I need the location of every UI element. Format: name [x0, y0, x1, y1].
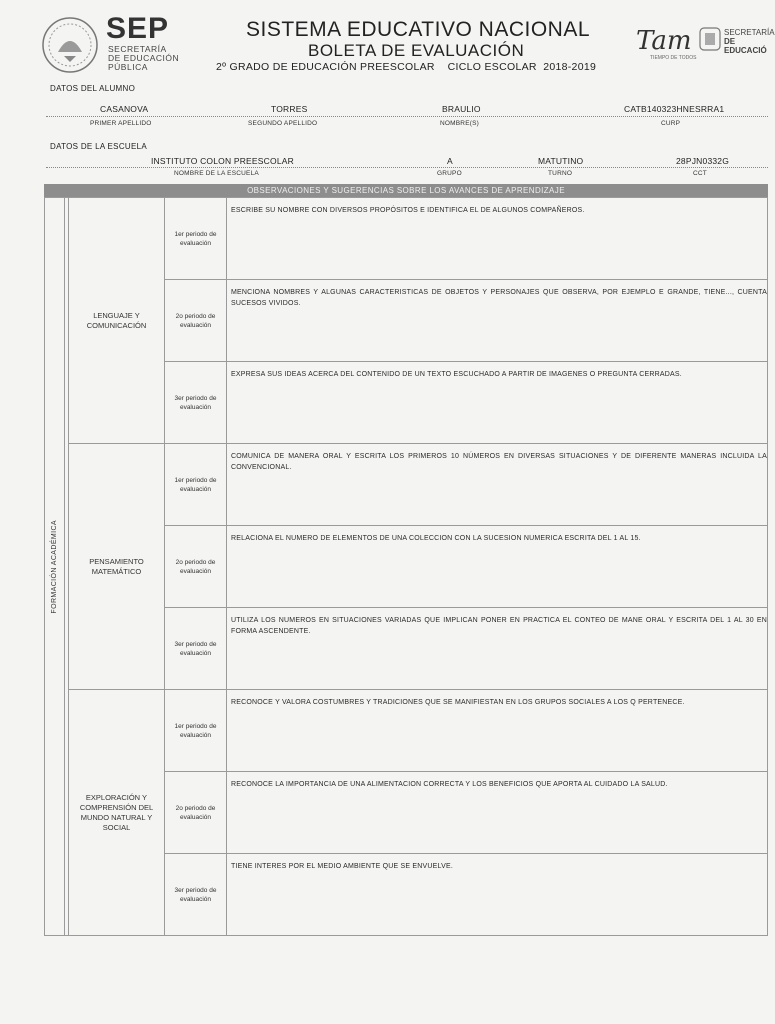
sep-logo: SEP [106, 12, 170, 45]
nombre-caption: NOMBRE(S) [440, 120, 479, 127]
escuela-rule [46, 167, 768, 168]
area-label: LENGUAJE Y COMUNICACIÓN [86, 310, 147, 330]
tam-logo-subtitle: TIEMPO DE TODOS [650, 55, 697, 61]
period-cell [165, 690, 227, 772]
secretaria-line: SECRETARÍA [724, 28, 775, 37]
cct-value: 28PJN0332G [676, 156, 730, 166]
observation-cell: RECONOCE LA IMPORTANCIA DE UNA ALIMENTACION CORRECTA Y LOS BENEFICIOS QUE APORTA AL CUIDADO LA SALUD. [227, 772, 768, 854]
curp-value: CATB140323HNESRRA1 [624, 104, 725, 114]
sep-subtitle-line: SECRETARÍA [108, 44, 167, 54]
observation-cell: ESCRIBE SU NOMBRE CON DIVERSOS PROPÓSITOS E IDENTIFICA EL DE ALGUNOS COMPAÑEROS. [227, 198, 768, 280]
observation-cell: RELACIONA EL NUMERO DE ELEMENTOS DE UNA COLECCION CON LA SUCESION NUMERICA ESCRITA DEL 1 AL 15. [227, 526, 768, 608]
sep-subtitle-line: PÚBLICA [108, 62, 148, 72]
observation-cell: TIENE INTERES POR EL MEDIO AMBIENTE QUE SE ENVUELVE. [227, 854, 768, 936]
period-label: 2o periodo de evaluación [175, 558, 216, 575]
primer-apellido-caption: PRIMER APELLIDO [90, 120, 152, 127]
period-cell [165, 362, 227, 444]
formacion-academica-cell [45, 198, 65, 936]
observation-cell: RECONOCE Y VALORA COSTUMBRES Y TRADICIONES QUE SE MANIFIESTAN EN LOS GRUPOS SOCIALES A LOS Q PERTENECE. [227, 690, 768, 772]
period-label: 3er periodo de evaluación [174, 640, 217, 657]
area-cell [69, 690, 165, 936]
table-row [45, 198, 768, 280]
national-seal-icon [40, 16, 100, 74]
period-cell [165, 280, 227, 362]
period-cell [165, 526, 227, 608]
period-label: 1er periodo de evaluación [174, 476, 217, 493]
escuela-nombre-caption: NOMBRE DE LA ESCUELA [174, 170, 259, 177]
period-cell [165, 198, 227, 280]
period-label: 2o periodo de evaluación [175, 804, 216, 821]
period-label: 3er periodo de evaluación [174, 886, 217, 903]
observaciones-banner: OBSERVACIONES Y SUGERENCIAS SOBRE LOS AVANCES DE APRENDIZAJE [44, 184, 768, 197]
period-label: 1er periodo de evaluación [174, 722, 217, 739]
primer-apellido-value: CASANOVA [100, 104, 149, 114]
period-cell [165, 608, 227, 690]
alumno-section-label: DATOS DEL ALUMNO [50, 84, 136, 93]
nombre-value: BRAULIO [442, 104, 481, 114]
table-row [45, 690, 768, 772]
grade-cycle-line: 2º GRADO DE EDUCACIÓN PREESCOLAR CICLO ESCOLAR 2018-2019 [216, 61, 597, 73]
period-cell [165, 444, 227, 526]
observation-cell: UTILIZA LOS NUMEROS EN SITUACIONES VARIADAS QUE IMPLICAN PONER EN PRACTICA EL CONTEO DE MANE ORAL Y ESCRITA DEL 1 AL 30 EN FORMA ASCENDENTE. [227, 608, 768, 690]
escuela-nombre-value: INSTITUTO COLON PREESCOLAR [151, 156, 294, 166]
table-row [45, 444, 768, 526]
area-label: EXPLORACIÓN Y COMPRENSIÓN DEL MUNDO NATURAL Y SOCIAL [79, 792, 154, 832]
observaciones-table [44, 197, 768, 936]
tam-logo: Tam [636, 26, 692, 56]
segundo-apellido-caption: SEGUNDO APELLIDO [248, 120, 318, 127]
observation-cell: EXPRESA SUS IDEAS ACERCA DEL CONTENIDO DE UN TEXTO ESCUCHADO A PARTIR DE IMAGENES O PREGUNTA CERRADAS. [227, 362, 768, 444]
period-cell [165, 772, 227, 854]
area-cell [69, 198, 165, 444]
grupo-caption: GRUPO [437, 170, 462, 177]
state-seal-icon [698, 26, 722, 52]
secretaria-label [724, 28, 775, 55]
period-cell [165, 854, 227, 936]
period-label: 1er periodo de evaluación [174, 230, 217, 247]
area-cell [69, 444, 165, 690]
document-subtitle: BOLETA DE EVALUACIÓN [308, 41, 525, 60]
turno-value: MATUTINO [538, 156, 584, 166]
period-label: 3er periodo de evaluación [174, 394, 217, 411]
curp-caption: CURP [661, 120, 681, 127]
turno-caption: TURNO [548, 170, 573, 177]
formacion-academica-label: FORMACIÓN ACADÉMICA [51, 519, 58, 614]
area-label: PENSAMIENTO MATEMÁTICO [89, 556, 144, 576]
escuela-section-label: DATOS DE LA ESCUELA [50, 142, 147, 151]
segundo-apellido-value: TORRES [271, 104, 308, 114]
grupo-value: A [447, 156, 453, 166]
period-label: 2o periodo de evaluación [175, 312, 216, 329]
sep-subtitle-line: DE EDUCACIÓN [108, 53, 180, 63]
observation-cell: MENCIONA NOMBRES Y ALGUNAS CARACTERISTICAS DE OBJETOS Y PERSONAJES QUE OBSERVA, POR EJEMPLO E GRANDE, TIENE..., CUENTA SUCESOS VIVIDOS. [227, 280, 768, 362]
secretaria-line: DE EDUCACIÓ [724, 37, 767, 55]
alumno-rule [46, 116, 768, 117]
cct-caption: CCT [693, 170, 707, 177]
observation-cell: COMUNICA DE MANERA ORAL Y ESCRITA LOS PRIMEROS 10 NÚMEROS EN DIVERSAS SITUACIONES Y DE DIFERENTE MANERAS INCLUIDA LA CONVENCIONAL. [227, 444, 768, 526]
document-title: SISTEMA EDUCATIVO NACIONAL [246, 18, 591, 41]
sep-subtitle [108, 45, 179, 72]
